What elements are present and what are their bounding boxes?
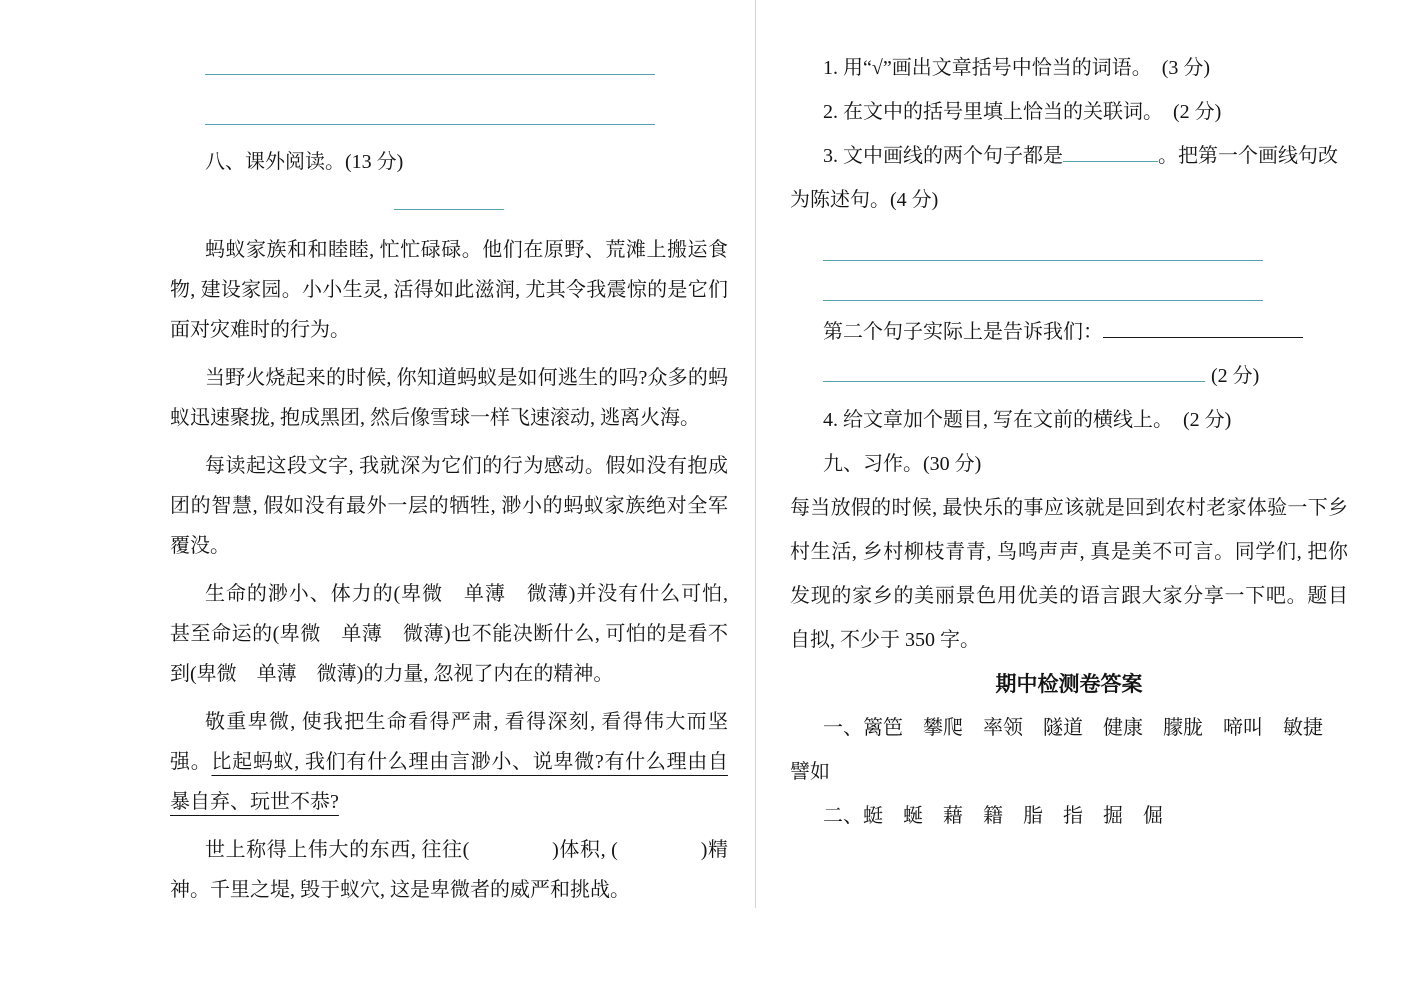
- passage-paragraph: 每读起这段文字, 我就深为它们的行为感动。假如没有抱成团的智慧, 假如没有最外一层的牺牲, 渺小的蚂蚁家族绝对全军覆没。: [170, 455, 728, 557]
- question-3-followup-text: 第二个句子实际上是告诉我们：: [823, 321, 1103, 343]
- question-3-text-after: 。把第一个画线句改为陈述句。(4 分): [790, 145, 1338, 211]
- question-3-text-before: 3. 文中画线的两个句子都是: [823, 145, 1063, 167]
- question-3-score-label: (2 分): [1211, 365, 1260, 387]
- question-1: 1. 用“√”画出文章括号中恰当的词语。 (3 分): [823, 57, 1211, 79]
- passage-paragraph: [170, 702, 728, 822]
- section-8-heading: 八、课外阅读。(13 分): [205, 151, 404, 173]
- section-9-heading: 九、习作。(30 分): [823, 453, 982, 475]
- passage-paragraph: 生命的渺小、体力的(卑微 单薄 微薄)并没有什么可怕, 甚至命运的(卑微 单薄 微薄)也不能决断什么, 可怕的是看不到(卑微 单薄 微薄)的力量, 忽视了内在的精神。: [170, 583, 728, 685]
- answer-line: [205, 124, 655, 125]
- right-column: [790, 46, 1348, 838]
- answer-key-line-1: 一、篱笆 攀爬 率领 隧道 健康 朦胧 啼叫 敏捷 譬如: [790, 717, 1343, 783]
- question-4: 4. 给文章加个题目, 写在文前的横线上。 (2 分): [823, 409, 1232, 431]
- question-3-followup-blank: [1103, 337, 1303, 338]
- passage-paragraph: 蚂蚁家族和和睦睦, 忙忙碌碌。他们在原野、荒滩上搬运食物, 建设家园。小小生灵, 活得如此滋润, 尤其令我震惊的是它们面对灾难时的行为。: [170, 239, 728, 341]
- question-2: 2. 在文中的括号里填上恰当的关联词。 (2 分): [823, 101, 1222, 123]
- answer-blank-line: [823, 381, 1205, 382]
- answer-line: [823, 300, 1263, 301]
- passage-text: 敬重卑微, 使我把生命看得严肃, 看得深刻, 看得伟大而坚强。: [170, 711, 728, 773]
- answer-key-title: 期中检测卷答案: [995, 672, 1143, 696]
- column-divider-line: [755, 0, 756, 908]
- question-3-inline-blank: [1063, 161, 1158, 162]
- passage-title-blank-line: [394, 209, 504, 210]
- composition-prompt: 每当放假的时候, 最快乐的事应该就是回到农村老家体验一下乡村生活, 乡村柳枝青青, 鸟鸣声声, 真是美不可言。同学们, 把你发现的家乡的美丽景色用优美的语言跟大家分享一下吧。题目自拟, 不少于 350 字。: [790, 497, 1348, 651]
- passage-paragraph: 当野火烧起来的时候, 你知道蚂蚁是如何逃生的吗?众多的蚂蚁迅速聚拢, 抱成黑团, 然后像雪球一样飞速滚动, 逃离火海。: [170, 367, 728, 429]
- question-3-followup: [790, 310, 1348, 354]
- passage-paragraph: 世上称得上伟大的东西, 往往( )体积, ( )精神。千里之堤, 毁于蚁穴, 这是卑微者的威严和挑战。: [170, 839, 728, 901]
- question-3-score-line: [790, 354, 1348, 398]
- question-3: [790, 134, 1348, 222]
- left-column: [170, 0, 728, 918]
- passage-underlined-sentence: 比起蚂蚁, 我们有什么理由言渺小、说卑微?有什么理由自暴自弃、玩世不恭?: [170, 751, 728, 813]
- answer-line: [205, 74, 655, 75]
- answer-key-line-2: 二、蜓 蜒 藉 籍 脂 指 掘 倔: [823, 805, 1163, 827]
- answer-line: [823, 260, 1263, 261]
